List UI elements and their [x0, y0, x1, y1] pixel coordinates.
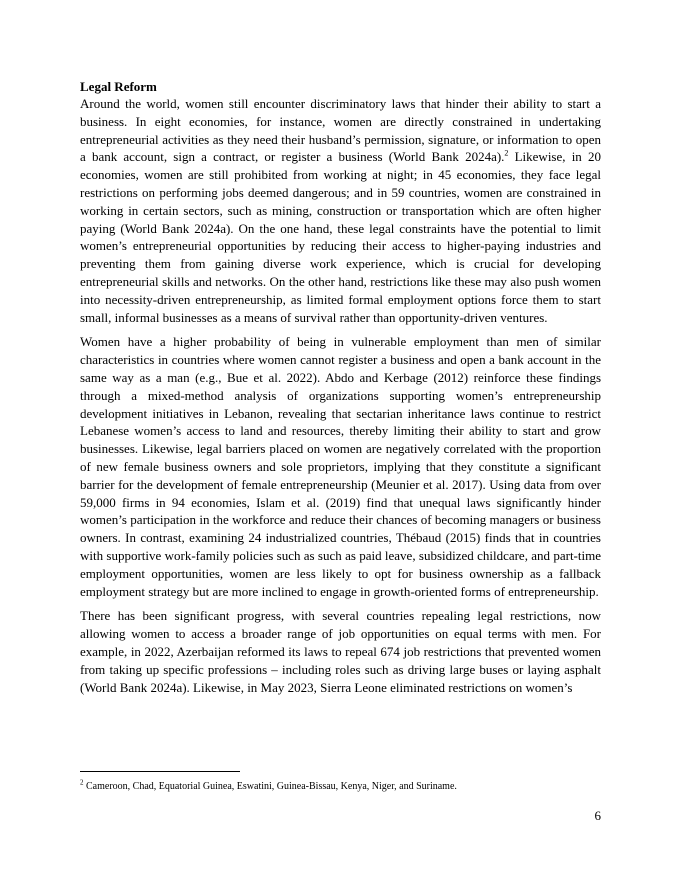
- paragraph-3: There has been significant progress, with several countries repealing legal restrictions, now allowing women to access a broader range of job opportunities on equal terms with men. For example, in 2022, Azerbaijan reformed its laws to repeal 674 job restrictions that prevented women from taking up specific professions – including roles such as driving large buses or laying asphalt (World Bank 2024a). Likewise, in May 2023, Sierra Leone eliminated restrictions on women’s: [80, 608, 601, 695]
- footnote-text: Cameroon, Chad, Equatorial Guinea, Eswatini, Guinea-Bissau, Kenya, Niger, and Suriname.: [83, 781, 457, 792]
- section-heading: Legal Reform: [80, 79, 157, 94]
- paragraph-1-text: Around the world, women still encounter discriminatory laws that hinder their ability to start a business. In eight economies, for instance, women are directly constrained in undertaking entrepreneurial activities as they need their husband’s permission, signature, or information to open a bank account, sign a contract, or register a business (World Bank 2024a).: [80, 96, 601, 165]
- paragraph-2: Women have a higher probability of being in vulnerable employment than men of similar characteristics in countries where women cannot register a business and open a bank account in the same way as a man (e.g., Bue et al. 2022). Abdo and Kerbage (2012) reinforce these findings through a mixed-method analysis of organizations supporting women’s entrepreneurship development initiatives in Lebanon, revealing that sectarian inheritance laws continue to restrict Lebanese women’s access to land and resources, thereby limiting their ability to start and grow businesses. Likewise, legal barriers placed on women are negatively correlated with the proportion of new female business owners and sole proprietors, implying that they constitute a significant barrier for the development of female entrepreneurship (Meunier et al. 2017). Using data from over 59,000 firms in 94 economies, Islam et al. (2019) find that unequal laws significantly hinder women’s participation in the workforce and reduce their chances of becoming managers or business owners. In contrast, examining 24 industrialized countries, Thébaud (2015) finds that in countries with supportive work-family policies such as such as paid leave, subsidized childcare, and part-time employment opportunities, women are less likely to opt for business ownership as a fallback employment strategy but are more inclined to engage in growth-oriented forms of entrepreneurship.: [80, 334, 601, 599]
- page-body: [80, 78, 601, 703]
- footnote-marker: 2: [80, 778, 84, 787]
- footnote-reference[interactable]: 2: [504, 149, 509, 159]
- footnote: [80, 780, 601, 793]
- page-number: 6: [594, 808, 601, 823]
- footnote-divider: [80, 771, 240, 772]
- paragraph-1: [80, 95, 601, 326]
- paragraph-1-text-continued: Likewise, in 20 economies, women are still prohibited from working at night; in 45 economies, they face legal restrictions on performing jobs deemed dangerous; and in 59 countries, women are constrained in working in certain sectors, such as mining, construction or transportation which are often higher paying (World Bank 2024a). On the one hand, these legal constraints have the potential to limit women’s entrepreneurial opportunities by reducing their access to higher-paying industries and preventing them from gaining diverse work experience, which is crucial for developing entrepreneurial skills and networks. On the other hand, restrictions like these may also push women into necessity-driven entrepreneurship, as limited formal employment options force them to start small, informal businesses as a means of survival rather than opportunity-driven ventures.: [80, 149, 601, 325]
